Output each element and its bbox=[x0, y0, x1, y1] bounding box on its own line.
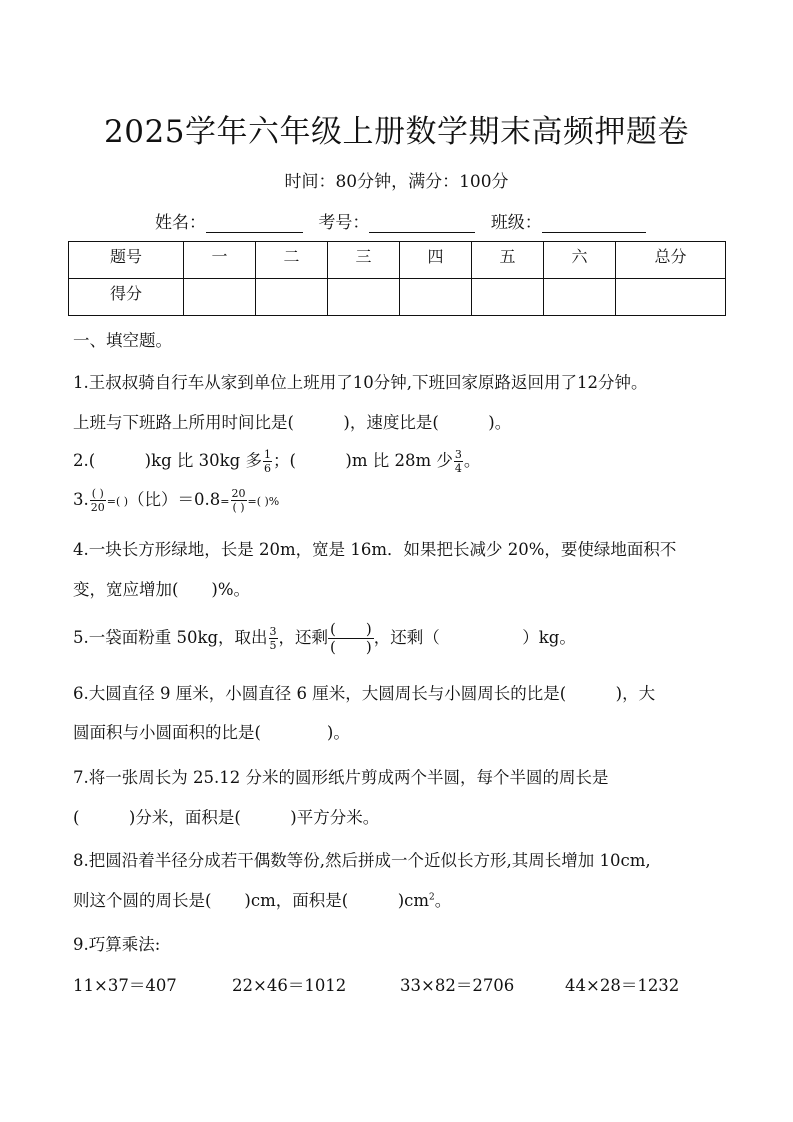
question-3-number: 3. bbox=[73, 490, 89, 509]
score-table bbox=[68, 241, 726, 316]
calc-example: 33×82＝2706 bbox=[400, 976, 515, 995]
table-header-cell: 二 bbox=[256, 242, 328, 279]
fraction: $\frac{20}{( )}$ bbox=[231, 487, 246, 514]
question-1-line-2: 上班与下班路上所用时间比是( )，速度比是( )。 bbox=[73, 413, 512, 432]
question-8-line-1: 8.把圆沿着半径分成若干偶数等份,然后拼成一个近似长方形,其周长增加 10cm, bbox=[73, 851, 651, 870]
question-5-text-a: 5.一袋面粉重 50kg，取出 bbox=[73, 628, 268, 647]
table-header-cell: 五 bbox=[472, 242, 544, 279]
blank-fraction: ( ) ( ) bbox=[330, 620, 372, 656]
question-5-text-b: ，还剩 bbox=[278, 628, 329, 647]
name-field[interactable] bbox=[206, 212, 303, 233]
question-2-text-c: 。 bbox=[463, 451, 481, 470]
page-title: 2025学年六年级上册数学期末高频押题卷 bbox=[104, 114, 689, 150]
name-label: 姓名： bbox=[155, 213, 206, 233]
class-label: 班级： bbox=[490, 213, 542, 233]
question-8-end: 。 bbox=[434, 891, 452, 910]
question-4-line-2: 变，宽应增加( )%。 bbox=[73, 580, 251, 599]
question-7-line-1: 7.将一张周长为 25.12 分米的圆形纸片剪成两个半圆，每个半圆的周长是 bbox=[73, 768, 609, 787]
question-6-line-2: 圆面积与小圆面积的比是( )。 bbox=[73, 723, 350, 742]
score-table-header-row bbox=[69, 242, 726, 279]
table-row-label: 得分 bbox=[69, 279, 184, 316]
score-cell[interactable] bbox=[472, 279, 544, 316]
question-3 bbox=[73, 486, 279, 513]
score-cell[interactable] bbox=[616, 279, 726, 316]
fraction: $\frac{( )}{20}$ bbox=[90, 487, 105, 514]
section-title: 一、填空题。 bbox=[73, 331, 172, 350]
question-6-line-1: 6.大圆直径 9 厘米，小圆直径 6 厘米，大圆周长与小圆周长的比是( )，大 bbox=[73, 684, 656, 703]
question-7-line-2: ( )分米，面积是( )平方分米。 bbox=[73, 808, 380, 827]
calc-example: 22×46＝1012 bbox=[232, 976, 347, 995]
question-3-equals: = bbox=[220, 495, 230, 508]
table-header-cell: 总分 bbox=[616, 242, 726, 279]
student-info-row bbox=[155, 208, 646, 233]
question-3-percent: =( )% bbox=[247, 495, 280, 508]
score-cell[interactable] bbox=[400, 279, 472, 316]
question-5 bbox=[73, 622, 576, 655]
table-header-cell: 六 bbox=[544, 242, 616, 279]
score-cell[interactable] bbox=[184, 279, 256, 316]
question-8-text: 则这个圆的周长是( )cm，面积是( )cm bbox=[73, 891, 430, 910]
table-header-cell: 四 bbox=[400, 242, 472, 279]
question-2-text-b: ；( )m 比 28m 少 bbox=[272, 451, 453, 470]
question-8-line-2 bbox=[73, 887, 451, 911]
fraction: $\frac{1}{6}$ bbox=[263, 448, 271, 475]
exam-no-label: 考号： bbox=[318, 213, 370, 233]
class-field[interactable] bbox=[542, 212, 646, 233]
exam-time-info: 时间：80分钟，满分：100分 bbox=[284, 172, 509, 192]
calc-example: 11×37＝407 bbox=[73, 976, 177, 995]
table-header-cell: 题号 bbox=[69, 242, 184, 279]
question-1-line-1: 1.王叔叔骑自行车从家到单位上班用了10分钟,下班回家原路返回用了12分钟。 bbox=[73, 373, 648, 392]
question-5-text-c: ，还剩（ ）kg。 bbox=[373, 628, 576, 647]
score-cell[interactable] bbox=[544, 279, 616, 316]
question-2 bbox=[73, 447, 480, 474]
score-cell[interactable] bbox=[328, 279, 400, 316]
question-3-blank: =( ) bbox=[106, 495, 129, 508]
table-header-cell: 一 bbox=[184, 242, 256, 279]
superscript: 2 bbox=[429, 892, 435, 903]
question-3-text: （比）＝0.8 bbox=[128, 490, 221, 509]
table-header-cell: 三 bbox=[328, 242, 400, 279]
calc-example: 44×28＝1232 bbox=[565, 976, 680, 995]
exam-no-field[interactable] bbox=[369, 212, 475, 233]
score-cell[interactable] bbox=[256, 279, 328, 316]
fraction: $\frac{3}{5}$ bbox=[269, 625, 277, 652]
question-2-text-a: 2.( )kg 比 30kg 多 bbox=[73, 451, 262, 470]
question-4-line-1: 4.一块长方形绿地，长是 20m，宽是 16m．如果把长减少 20%，要使绿地面积不 bbox=[73, 540, 677, 559]
question-9-title: 9.巧算乘法: bbox=[73, 935, 161, 954]
score-table-score-row bbox=[69, 279, 726, 316]
question-9-examples bbox=[73, 972, 713, 996]
fraction: $\frac{3}{4}$ bbox=[454, 448, 462, 475]
